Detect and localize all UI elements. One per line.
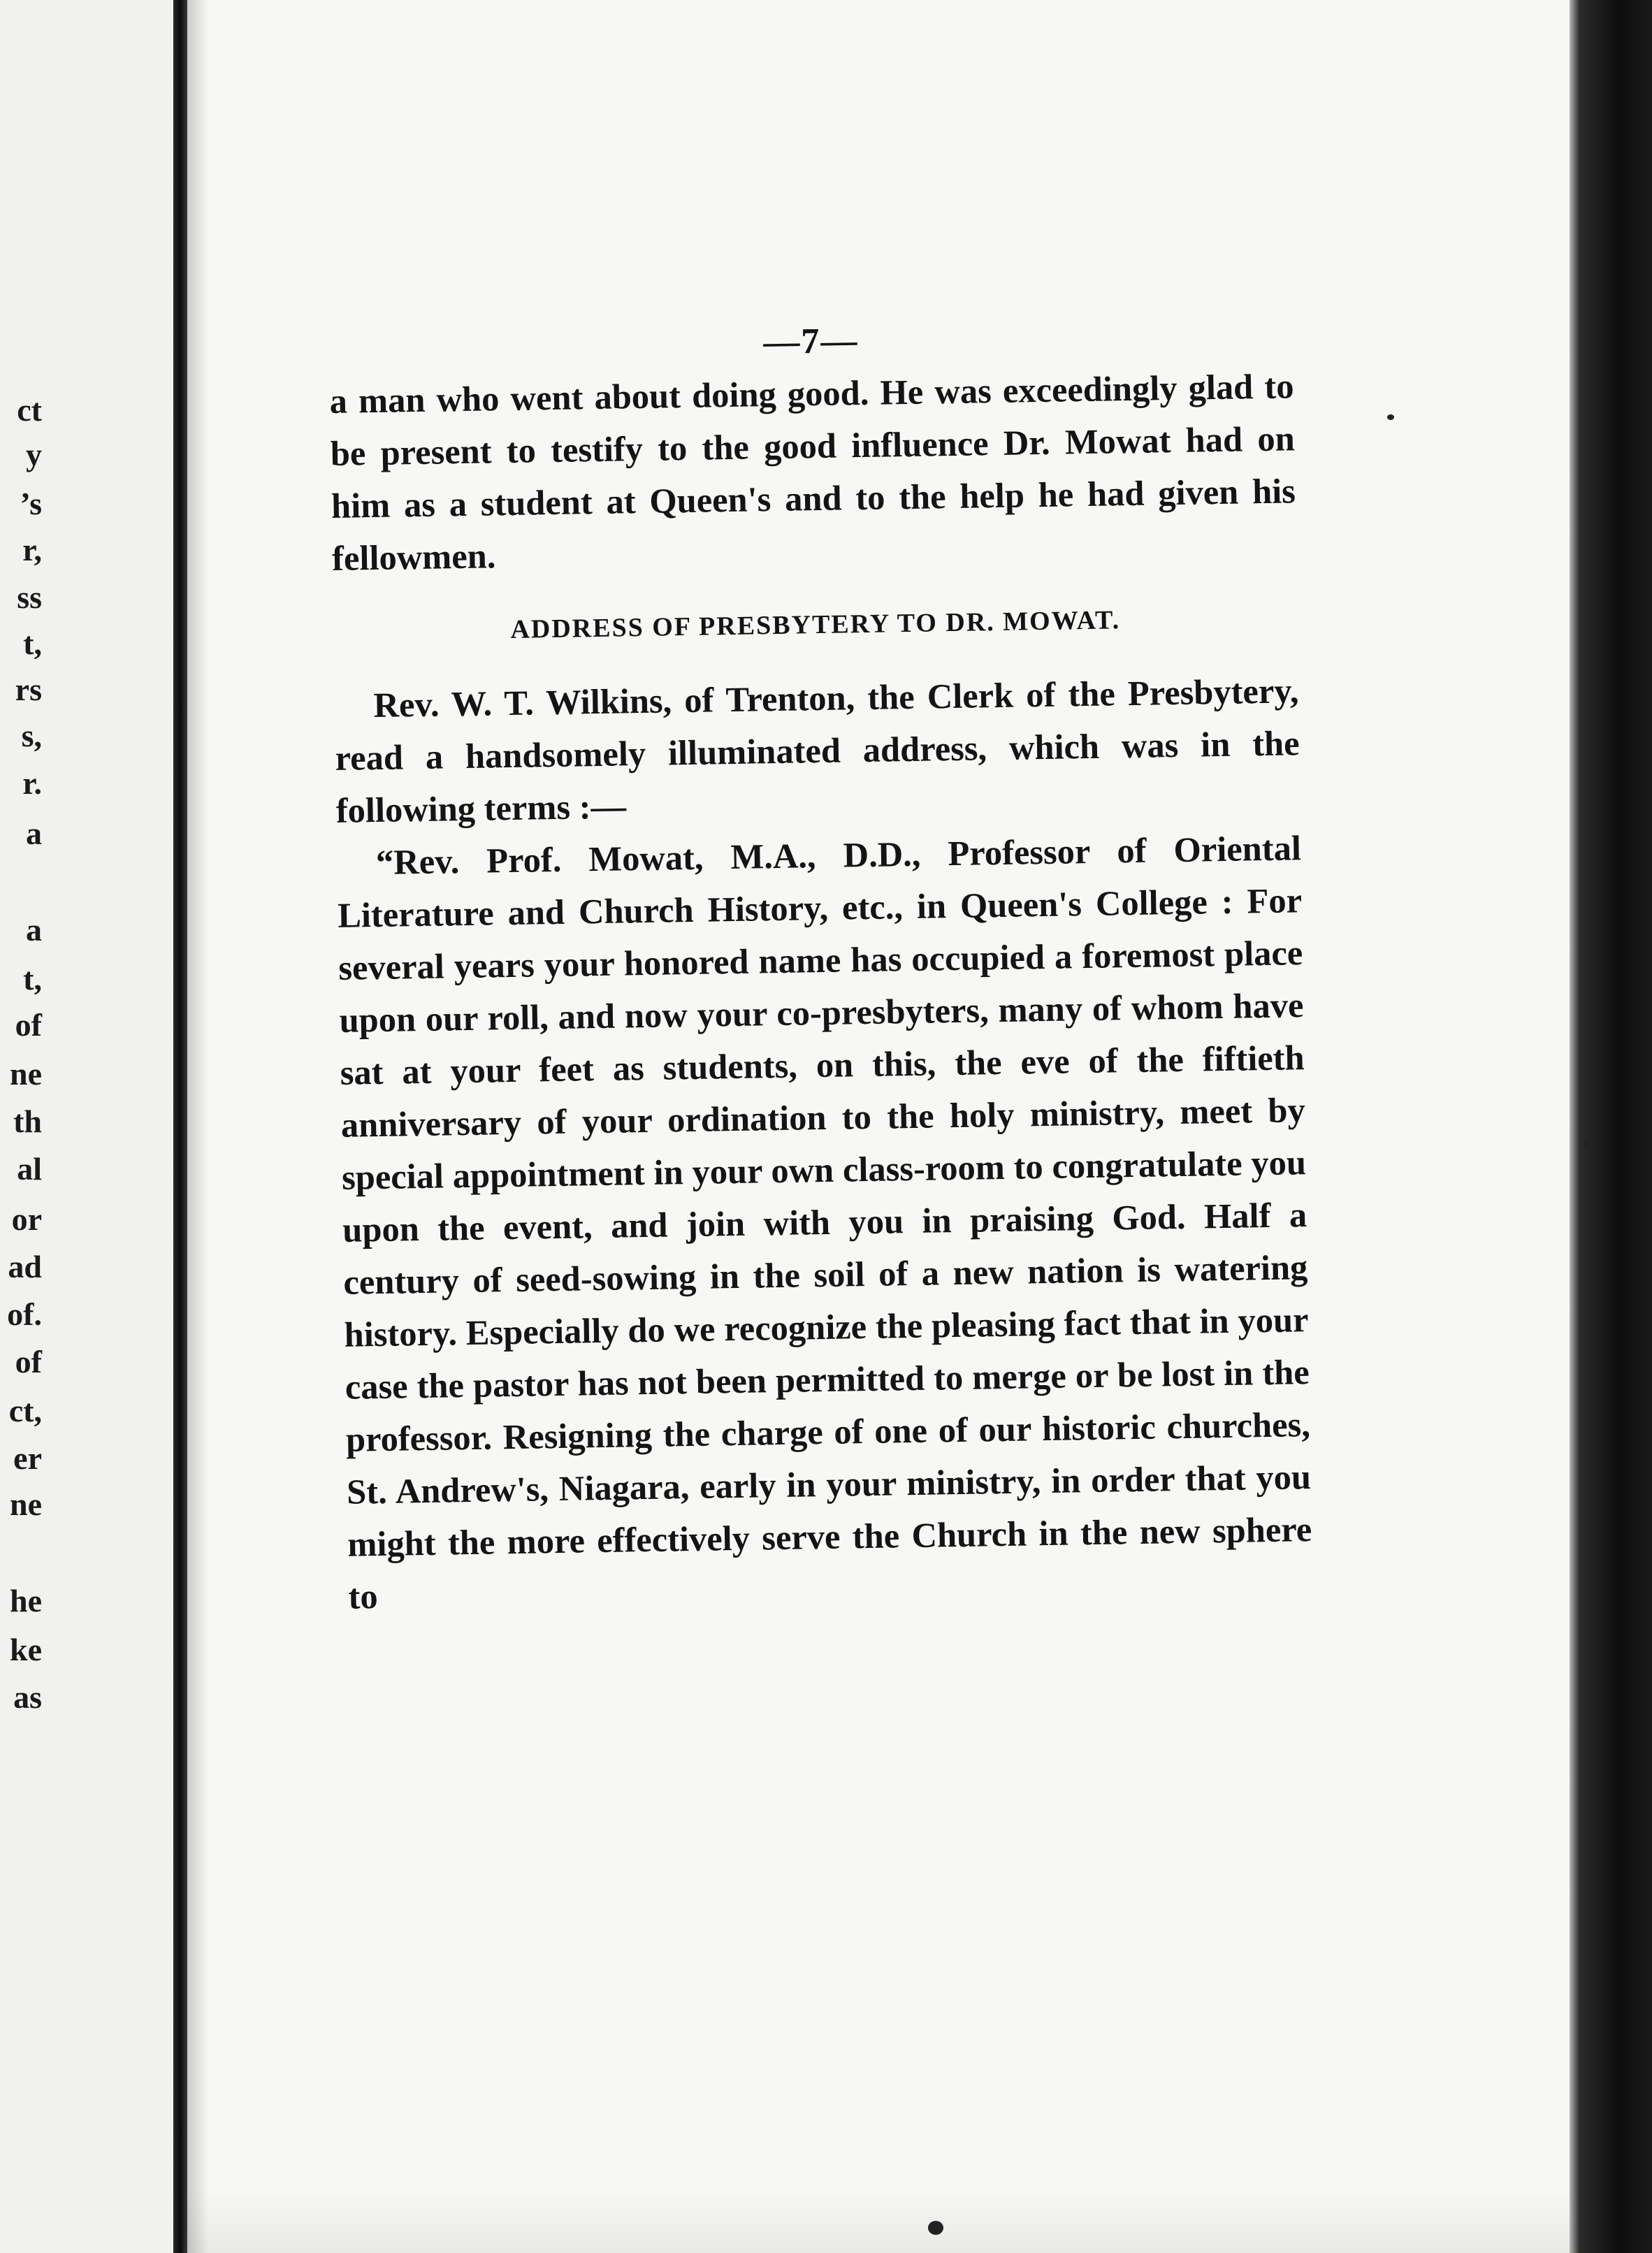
facing-fragment: r, (22, 532, 42, 567)
facing-fragment: of (15, 1007, 42, 1043)
book-right-edge (1570, 0, 1652, 2253)
facing-fragment: ct, (8, 1393, 42, 1428)
facing-fragment: or (11, 1201, 42, 1237)
facing-fragment: ke (10, 1632, 42, 1667)
continuation-paragraph: a man who went about doing good. He was exceedingly glad to be present to testify to the good influence Dr. Mowat had on him as a student at Queen's and to the help he had given his fellowmen. (329, 366, 1296, 578)
facing-fragment: ct (17, 392, 42, 428)
facing-fragment: rs (15, 672, 42, 707)
page-bottom-edge (187, 2187, 1570, 2253)
section-heading: ADDRESS OF PRESBYTERY TO DR. MOWAT. (510, 605, 1121, 644)
facing-fragment: ad (8, 1249, 42, 1284)
facing-fragment: th (13, 1103, 42, 1139)
facing-fragment: a (26, 912, 42, 948)
facing-page (0, 0, 173, 2253)
page-number: —7— (762, 321, 859, 363)
facing-fragment: ne (10, 1056, 42, 1092)
gutter-shadow (187, 0, 208, 2253)
facing-fragment: s, (21, 718, 42, 753)
book-gutter (173, 0, 187, 2253)
facing-fragment: r. (22, 765, 42, 801)
facing-fragment: ne (10, 1486, 42, 1522)
facing-fragment: of. (7, 1296, 42, 1332)
scan-speck (1387, 414, 1394, 420)
scan-speck (1584, 1139, 1592, 1147)
intro-paragraph: Rev. W. T. Wilkins, of Trenton, the Clerk of the Presbytery, read a handsomely illuminated address, which was in the following terms :— (335, 671, 1300, 830)
facing-fragment: a (26, 816, 42, 851)
facing-fragment: t, (23, 961, 42, 997)
facing-fragment: ’s (20, 486, 42, 521)
address-paragraph: “Rev. Prof. Mowat, M.A., D.D., Professor of Oriental Literature and Church History, etc., in Queen's College : For several years your honored name has occupied a foremost place upon our roll, and now your co-presbyters, many of whom have sat at your feet as students, on this, the eve of the fiftieth anniversary of your ordination to the holy ministry, meet by special appointment in your own class-room to congratulate you upon the event, and join with you in praising God. Half a century of seed-sowing in the soil of a new nation is watering history. Especially do we recognize the pleasing fact that in your case the pastor has not been permitted to merge or be lost in the professor. Resigning the charge of one of our historic churches, St. Andrew's, Niagara, early in your ministry, in order that you might the more effectively serve the Church in the new sphere to (337, 828, 1312, 1616)
facing-fragment: er (13, 1440, 42, 1476)
facing-fragment: al (17, 1151, 42, 1187)
scan-speck (928, 2221, 943, 2235)
facing-fragment: he (10, 1583, 42, 1618)
facing-fragment: ss (17, 579, 42, 615)
page-text (328, 313, 1313, 1623)
facing-fragment: t, (23, 625, 42, 661)
facing-fragment: y (26, 437, 42, 472)
facing-fragment: as (13, 1679, 42, 1715)
facing-fragment: of (15, 1344, 42, 1379)
